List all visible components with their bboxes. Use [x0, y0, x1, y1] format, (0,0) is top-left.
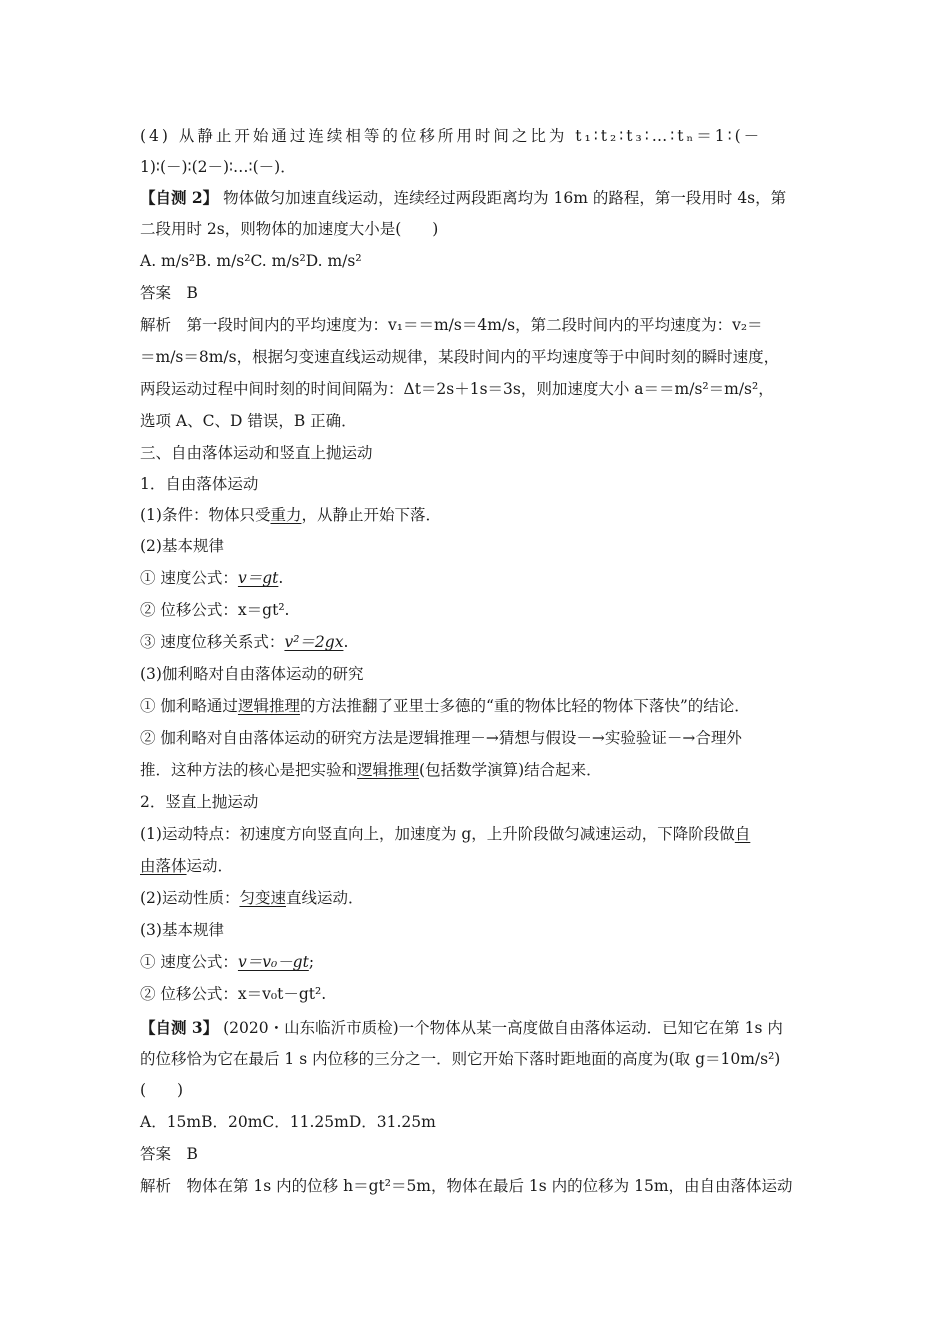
text-line [140, 823, 820, 845]
text-span: 直线运动． [285, 889, 364, 907]
text-span: ① 伽利略通过 [140, 697, 238, 715]
text-span: ① 速度公式： [140, 953, 238, 971]
self-test-3-tag: 【自测 3】 [140, 1018, 219, 1037]
text-span: 的方法推翻了亚里士多德的“重的物体比轻的物体下落快”的结论． [299, 697, 750, 715]
text-span: 物体做匀加速直线运动，连续经过两段距离均为 16m 的路程，第一段用时 4s，第 [218, 189, 787, 207]
analysis-line: 解析 第一段时间内的平均速度为：v₁＝＝m/s＝4m/s，第二段时间内的平均速度为：v₂＝ [140, 316, 763, 334]
options-line: A. m/s²B. m/s²C. m/s²D. m/s² [140, 252, 362, 270]
text-line: 两段运动过程中间时刻的时间间隔为：Δt＝2s＋1s＝3s，则加速度大小 a＝＝m/s²＝m/s²， [140, 380, 774, 398]
text-span: 推．这种方法的核心是把实验和 [140, 761, 358, 779]
text-line: (2)基本规律 [140, 537, 224, 555]
text-span: (1)条件：物体只受 [140, 506, 271, 524]
fill-blank [284, 633, 343, 651]
text-line [140, 695, 820, 717]
analysis-line: 解析 物体在第 1s 内的位移 h＝gt²＝5m，物体在最后 1s 内的位移为 15m，由自由落体运动 [140, 1177, 793, 1195]
text-line: 选项 A、C、D 错误，B 正确． [140, 412, 357, 430]
text-line [140, 759, 820, 781]
text-span: (2)运动性质： [140, 889, 240, 907]
text-span: (2020・山东临沂市质检)一个物体从某一高度做自由落体运动．已知它在第 1s 内 [218, 1019, 783, 1037]
text-span: 运动． [186, 857, 234, 875]
text-span: . [278, 569, 284, 587]
options-line: A．15mB．20mC．11.25mD．31.25m [140, 1113, 436, 1131]
text-line: ② 位移公式：x＝gt². [140, 601, 290, 619]
fill-blank [238, 953, 309, 971]
text-line [140, 187, 820, 209]
text-span: ; [308, 953, 315, 971]
text-line [140, 951, 820, 973]
fill-blank: 逻辑推理 [357, 761, 420, 779]
text-span: (1)运动特点：初速度方向竖直向上，加速度为 g，上升阶段做匀减速运动，下降阶段做 [140, 825, 735, 843]
text-line: 二段用时 2s，则物体的加速度大小是( ) [140, 220, 439, 238]
text-line [140, 1017, 820, 1039]
text-line: (3)伽利略对自由落体运动的研究 [140, 665, 364, 683]
formula: v²＝2gx [284, 633, 344, 651]
text-line: (4) 从静止开始通过连续相等的位移所用时间之比为 t₁∶t₂∶t₃∶…∶tₙ＝1∶(－ [140, 127, 763, 145]
section-heading: 三、自由落体运动和竖直上抛运动 [140, 444, 373, 462]
fill-blank: 匀变速 [239, 889, 286, 907]
formula: v＝gt [237, 569, 279, 587]
text-span: (包括数学演算)结合起来． [419, 761, 602, 779]
text-line [140, 631, 820, 653]
text-line [140, 504, 820, 526]
formula: v＝v₀－gt [237, 953, 309, 971]
self-test-2-tag: 【自测 2】 [140, 188, 219, 207]
text-line [140, 887, 820, 909]
text-span: ① 速度公式： [140, 569, 238, 587]
text-span: . [343, 633, 349, 651]
answer-line: 答案 B [140, 1145, 198, 1163]
text-line: ＝m/s＝8m/s，根据匀变速直线运动规律，某段时间内的平均速度等于中间时刻的瞬时速度， [140, 348, 780, 366]
text-line: ② 位移公式：x＝v₀t－gt². [140, 985, 327, 1003]
text-line: ( ) [140, 1081, 184, 1099]
fill-blank: 逻辑推理 [237, 697, 300, 715]
fill-blank: 重力 [270, 506, 302, 524]
text-line: (3)基本规律 [140, 921, 224, 939]
fill-blank: 自 [734, 825, 751, 843]
text-line [140, 855, 820, 877]
text-span: ，从静止开始下落． [301, 506, 441, 524]
text-line: 1)∶(－)∶(2－)∶…∶(－)． [140, 158, 296, 176]
answer-line: 答案 B [140, 284, 198, 302]
text-line [140, 567, 820, 589]
fill-blank: 由落体 [140, 857, 187, 875]
text-line: ② 伽利略对自由落体运动的研究方法是逻辑推理－→猜想与假设－→实验验证－→合理外 [140, 729, 742, 747]
text-line: 的位移恰为它在最后 1 s 内位移的三分之一．则它开始下落时距地面的高度为(取 g＝10m/s²) [140, 1050, 781, 1068]
text-span: ③ 速度位移关系式： [140, 633, 285, 651]
fill-blank [238, 569, 278, 587]
subsection-heading: 2．竖直上抛运动 [140, 793, 259, 811]
subsection-heading: 1．自由落体运动 [140, 475, 259, 493]
